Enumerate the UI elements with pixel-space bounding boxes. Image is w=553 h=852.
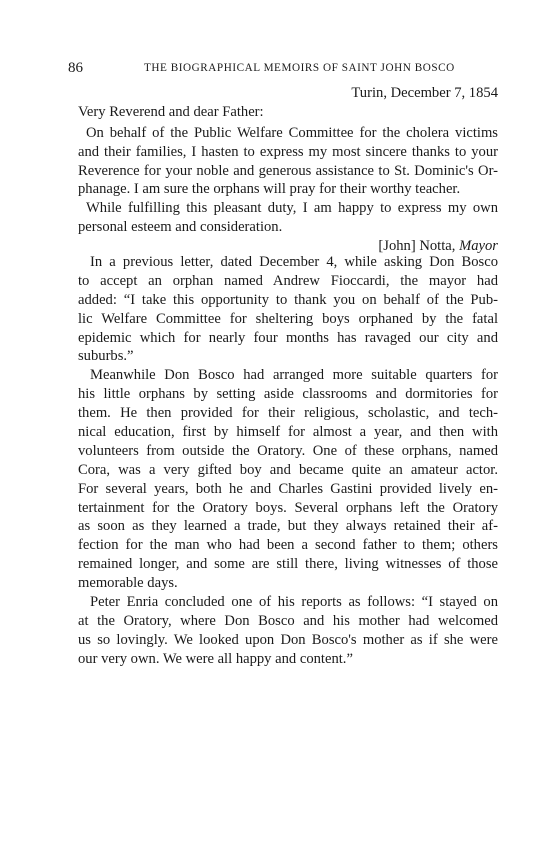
text-line: remained longer, and some are still there, living witnesses of those (78, 556, 498, 573)
text-line: Peter Enria concluded one of his reports as follows: “I stayed on (90, 594, 498, 611)
body-paragraph-1 (78, 253, 498, 366)
text-line: Reverence for your noble and generous assistance to St. Dominic's Or- (78, 162, 498, 179)
body-paragraph-3 (78, 593, 498, 669)
text-line: our very own. We were all happy and content.” (78, 650, 353, 667)
text-line: suburbs.” (78, 348, 134, 365)
text-line: While fulfilling this pleasant duty, I am happy to express my own (86, 200, 498, 217)
text-line: them. He then provided for their religious, scholastic, and tech- (78, 405, 498, 422)
text-line: to accept an orphan named Andrew Fioccardi, the mayor had (78, 272, 498, 289)
body-paragraph-2 (78, 366, 498, 593)
text-line: and their families, I hasten to express my most sincere thanks to your (78, 143, 498, 160)
text-line: epidemic which for nearly four months has ravaged our city and (78, 329, 498, 346)
letter-paragraph-2 (78, 199, 498, 237)
text-line: volunteers from outside the Oratory. One of these orphans, named (78, 442, 498, 459)
text-line: phanage. I am sure the orphans will pray for their worthy teacher. (78, 181, 461, 198)
text-line: nical education, first by himself for almost a year, and then with (78, 424, 498, 441)
text-line: Cora, was a very gifted boy and became quite an amateur actor. (78, 461, 498, 478)
text-line: us so lovingly. We looked upon Don Bosco's mother as if she were (78, 631, 498, 648)
signature-name: [John] Notta, (378, 238, 456, 255)
text-line: fection for the man who had been a second father to them; others (78, 537, 498, 554)
text-line: his little orphans by setting aside classrooms and dormitories for (78, 386, 498, 403)
page-number: 86 (68, 60, 83, 76)
signature-title: Mayor (459, 238, 498, 255)
text-line: For several years, both he and Charles Gastini provided lively en- (78, 480, 498, 497)
letter (78, 84, 498, 256)
letter-salutation: Very Reverend and dear Father: (78, 103, 264, 120)
text-line: memorable days. (78, 575, 178, 592)
text-line: as soon as they learned a trade, but they always retained their af- (78, 518, 498, 535)
letter-paragraph-1 (78, 124, 498, 200)
text-line: lic Welfare Committee for sheltering boys orphaned by the fatal (78, 310, 498, 327)
letter-dateline: Turin, December 7, 1854 (351, 85, 498, 101)
text-line: tertainment for the Oratory boys. Several orphans left the Oratory (78, 499, 498, 516)
running-head: THE BIOGRAPHICAL MEMOIRS OF SAINT JOHN BOSCO (144, 62, 455, 74)
body-text (78, 253, 498, 669)
text-line: On behalf of the Public Welfare Committee for the cholera victims (86, 124, 498, 141)
text-line: added: “I take this opportunity to thank you on behalf of the Pub- (78, 291, 498, 308)
text-line: In a previous letter, dated December 4, while asking Don Bosco (90, 254, 498, 270)
text-line: Meanwhile Don Bosco had arranged more suitable quarters for (90, 367, 498, 384)
page-header (68, 60, 498, 82)
text-line: personal esteem and consideration. (78, 219, 283, 236)
text-line: at the Oratory, where Don Bosco and his mother had welcomed (78, 612, 498, 629)
